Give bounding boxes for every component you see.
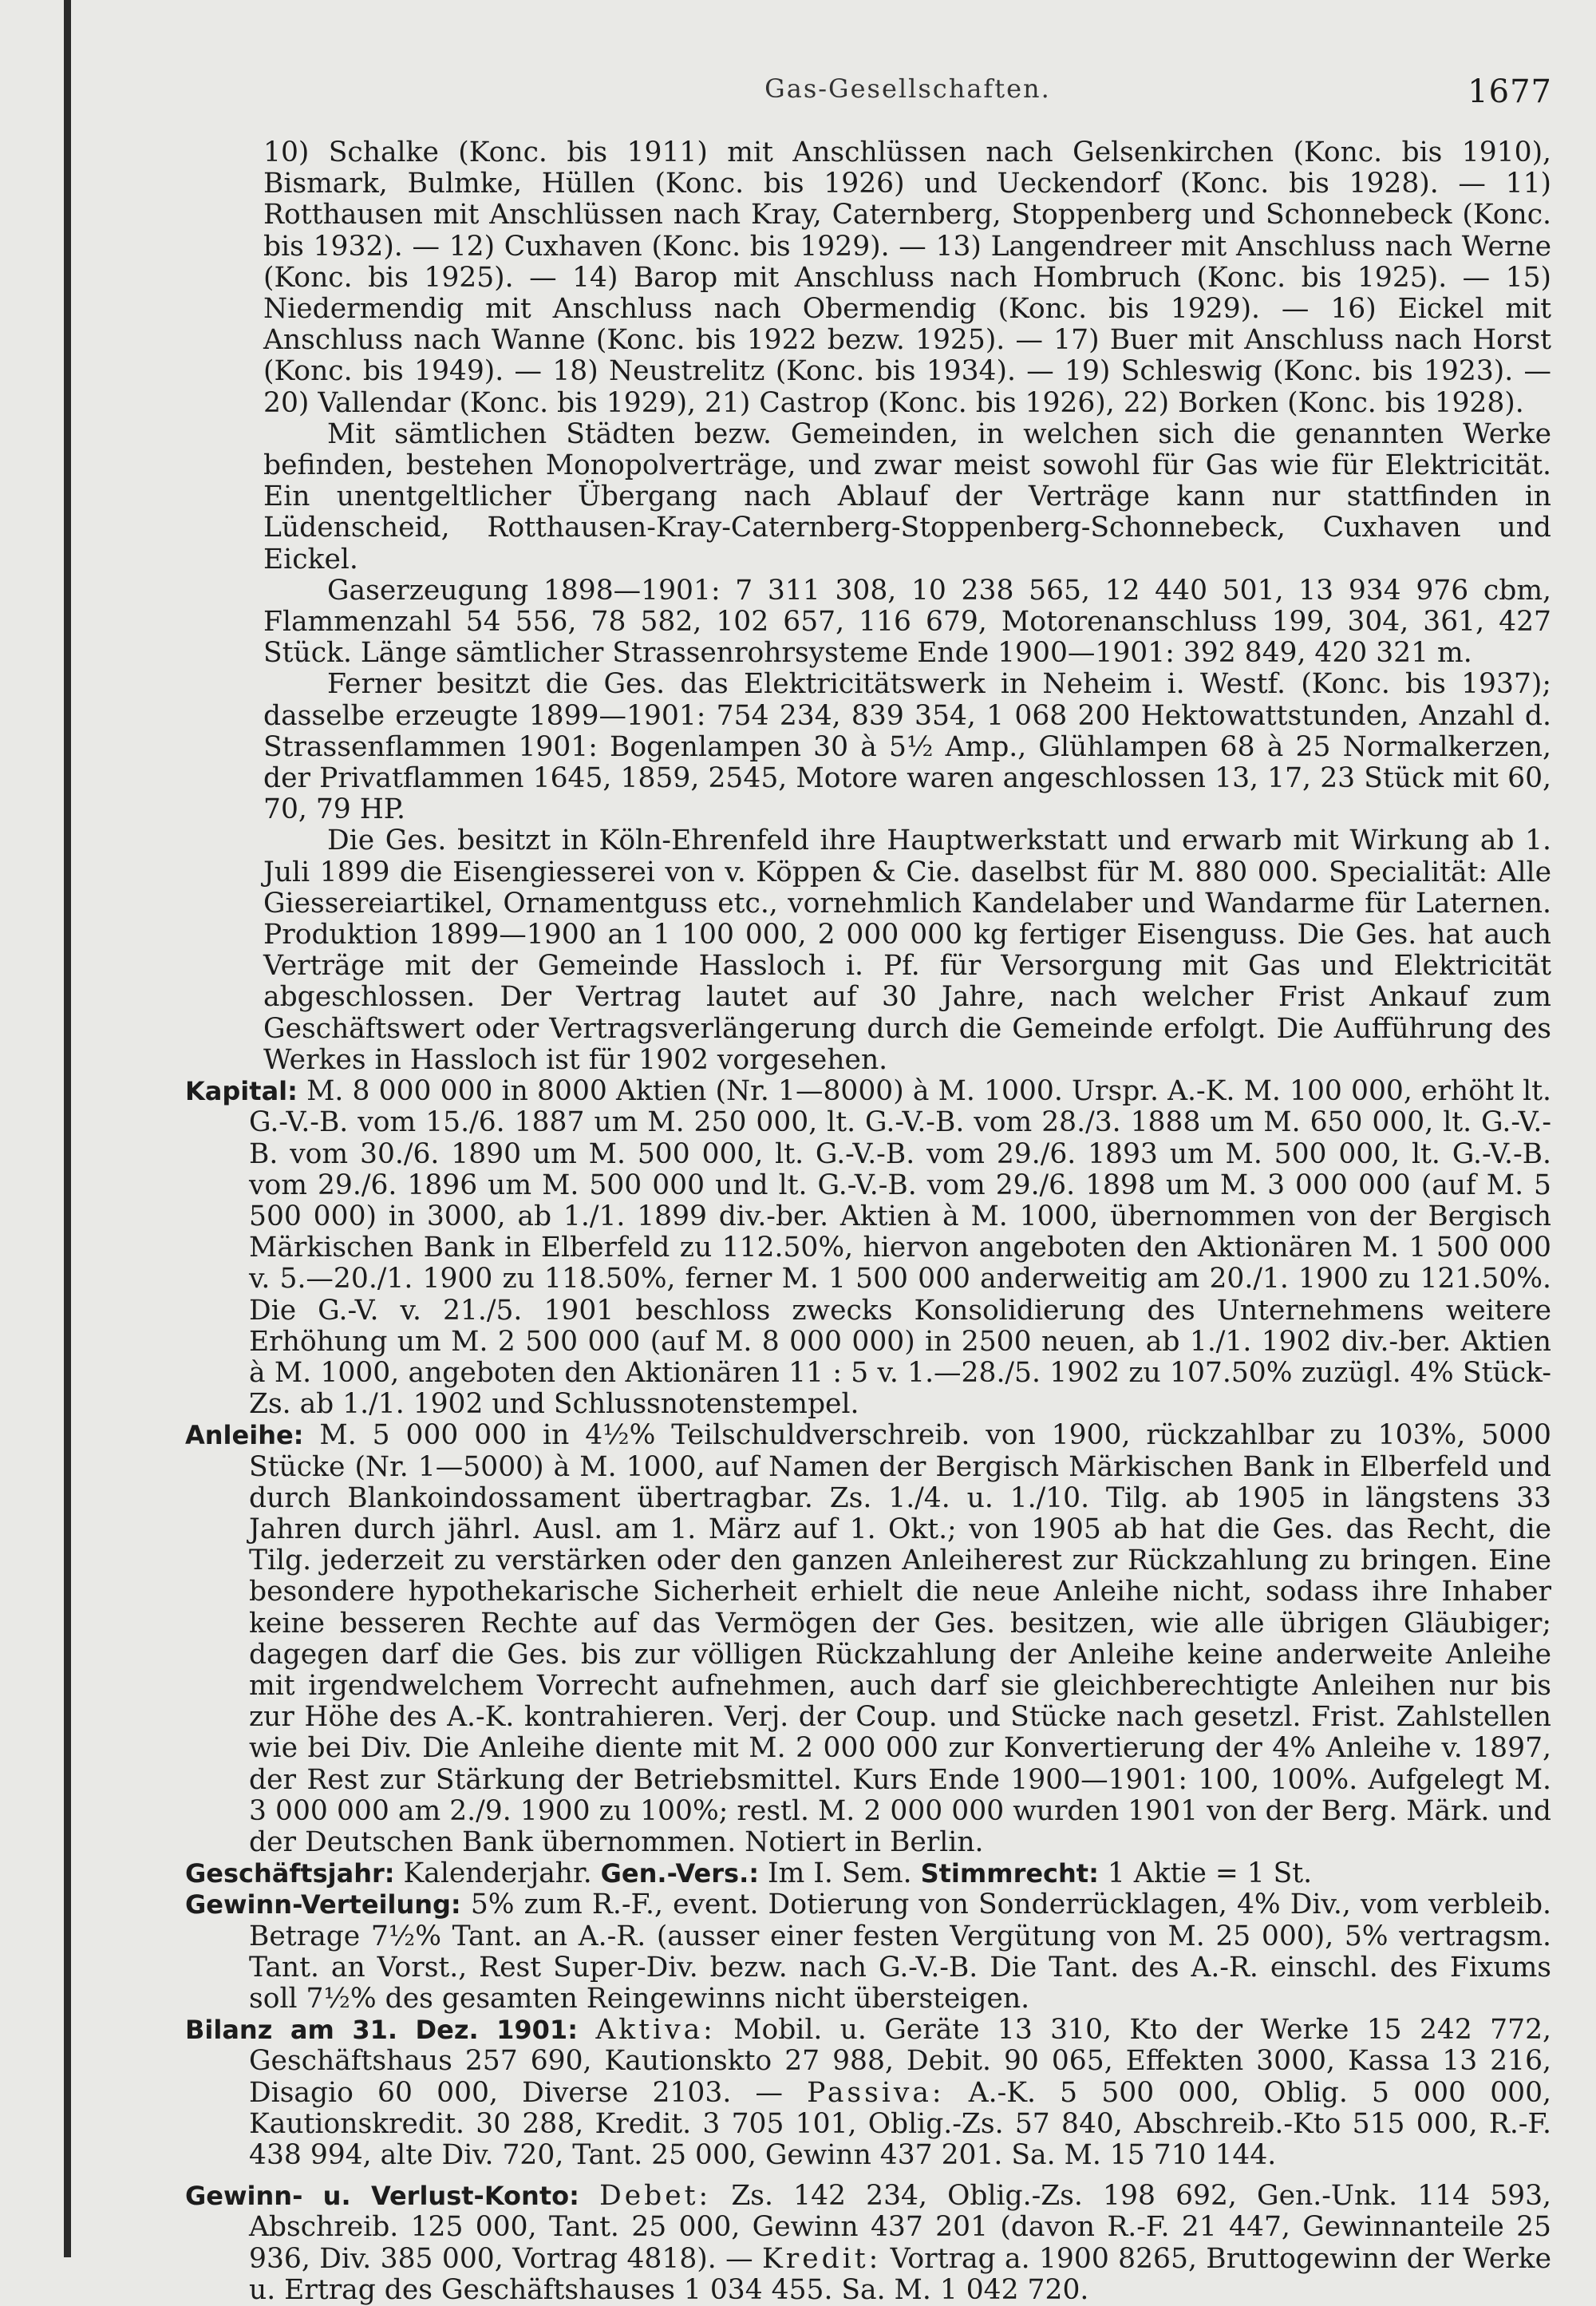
kapital-entry (185, 1076, 1551, 1420)
geschaeftsjahr-entry (185, 1858, 1551, 1889)
hauptwerkstatt-paragraph: Die Ges. besitzt in Köln-Ehrenfeld ihre Hauptwerkstatt und erwarb mit Wirkung ab 1. Juli 1899 die Eisengiesserei von v. Köppen & Cie. daselbst für M. 880 000. Specialität: Alle Giessereiartikel, Ornamentguss etc., vornehmlich Kandelaber und Wandarme für Laternen. Produktion 1899—1900 an 1 100 000, 2 000 000 kg fertiger Eisenguss. Die Ges. hat auch Verträge mit der Gemeinde Hassloch i. Pf. für Versorgung mit Gas und Elektricität abgeschlossen. Der Vertrag lautet auf 30 Jahre, nach welcher Frist Ankauf zum Geschäftswert oder Vertragsverlängerung durch die Gemeinde erfolgt. Die Aufführung des Werkes in Hassloch ist für 1902 vorgesehen. (263, 825, 1551, 1076)
kapital-label: Kapital: (185, 1076, 298, 1107)
gen-vers-text: Im I. Sem. (767, 1857, 912, 1890)
guv-label: Gewinn- u. Verlust-Konto: (185, 2181, 579, 2212)
bilanz-label: Bilanz am 31. Dez. 1901: (185, 2015, 578, 2046)
running-title: Gas-Gesellschaften. (764, 73, 1051, 104)
stimmrecht-text: 1 Aktie = 1 St. (1107, 1857, 1313, 1890)
page-body (185, 137, 1551, 2306)
running-head (263, 73, 1552, 121)
geschaeftsjahr-label: Geschäftsjahr: (185, 1858, 395, 1889)
geschaeftsjahr-text: Kalenderjahr. (403, 1857, 592, 1890)
anleihe-label: Anleihe: (185, 1420, 304, 1451)
page-number: 1677 (1468, 73, 1552, 110)
gewinn-verteilung-entry (185, 1889, 1551, 2015)
aktiva-label: Aktiva: (595, 2014, 716, 2047)
passiva-label: Passiva: (807, 2076, 945, 2109)
passiva-text: A.-K. 5 500 000, Oblig. 5 000 000, Kautionskredit. 30 288, Kredit. 3 705 101, Oblig.-Zs. 57 840, Abschreib.-Kto 515 000, R.-F. 438 994, alte Div. 720, Tant. 25 000, Gewinn 437 201. Sa. M. 15 710 144. (249, 2076, 1552, 2171)
debet-label: Debet: (599, 2180, 712, 2213)
page-binding-edge (64, 0, 71, 2257)
gewinn-verteilung-text: 5% zum R.-F., event. Dotierung von Sonderrücklagen, 4% Div., vom verbleib. Betrage 7½% Tant. an A.-R. (ausser einer festen Vergütung von M. 25 000), 5% vertragsm. Tant. an Vorst., Rest Super-Div. bezw. nach G.-V.-B. Die Tant. des A.-R. einschl. des Fixums soll 7½% des gesamten Reingewinns nicht übersteigen. (249, 1889, 1551, 2015)
guv-entry (185, 2181, 1551, 2306)
anleihe-text: M. 5 000 000 in 4½% Teilschuldverschreib. von 1900, rückzahlbar zu 103%, 5000 Stücke (Nr. 1—5000) à M. 1000, auf Namen der Bergisch Märkischen Bank in Elberfeld und durch Blankoindossament übertragbar. Zs. 1./4. u. 1./10. Tilg. ab 1905 in längstens 33 Jahren durch jährl. Ausl. am 1. März auf 1. Okt.; von 1905 ab hat die Ges. das Recht, die Tilg. jederzeit zu verstärken oder den ganzen Anleiherest zur Rückzahlung zu bringen. Eine besondere hypothekarische Sicherheit erhielt die neue Anleihe nicht, sodass ihre Inhaber keine besseren Rechte auf das Vermögen der Ges. besitzen, wie alle übrigen Gläubiger; dagegen darf die Ges. bis zur völligen Rückzahlung der Anleihe keine anderweite Anleihe mit irgendwelchem Vorrecht aufnehmen, auch darf sie gleichberechtigte Anleihen nur bis zur Höhe des A.-K. kontrahieren. Verj. der Coup. und Stücke nach gesetzl. Frist. Zahlstellen wie bei Div. Die Anleihe diente mit M. 2 000 000 zur Konvertierung der 4% Anleihe v. 1897, der Rest zur Stärkung der Betriebsmittel. Kurs Ende 1900—1901: 100, 100%. Aufgelegt M. 3 000 000 am 2./9. 1900 zu 100%; restl. M. 2 000 000 wurden 1901 von der Berg. Märk. und der Deutschen Bank übernommen. Notiert in Berlin. (249, 1419, 1552, 1858)
debet-text: Zs. 142 234, Oblig.-Zs. 198 692, Gen.-Unk. 114 593, Abschreib. 125 000, Tant. 25 000, Gewinn 437 201 (davon R.-F. 21 447, Gewinnanteile 25 936, Div. 385 000, Vortrag 4818). — (249, 2180, 1552, 2275)
gen-vers-label: Gen.-Vers.: (600, 1858, 760, 1889)
anleihe-entry (185, 1420, 1551, 1858)
kapital-text: M. 8 000 000 in 8000 Aktien (Nr. 1—8000) à M. 1000. Urspr. A.-K. M. 100 000, erhöht lt. G.-V.-B. vom 15./6. 1887 um M. 250 000, lt. G.-V.-B. vom 28./3. 1888 um M. 650 000, lt. G.-V.-B. vom 30./6. 1890 um M. 500 000, lt. G.-V.-B. vom 29./6. 1893 um M. 500 000, lt. G.-V.-B. vom 29./6. 1896 um M. 500 000 und lt. G.-V.-B. vom 29./6. 1898 um M. 3 000 000 (auf M. 5 500 000) in 3000, ab 1./1. 1899 div.-ber. Aktien à M. 1000, übernommen von der Bergisch Märkischen Bank in Elberfeld zu 112.50%, hiervon angeboten den Aktionären M. 1 500 000 v. 5.—20./1. 1900 zu 118.50%, ferner M. 1 500 000 anderweitig am 20./1. 1900 zu 121.50%. Die G.-V. v. 21./5. 1901 beschloss zwecks Konsolidierung des Unternehmens weitere Erhöhung um M. 2 500 000 (auf M. 8 000 000) in 2500 neuen, ab 1./1. 1902 div.-ber. Aktien à M. 1000, angeboten den Aktionären 11 : 5 v. 1.—28./5. 1902 zu 107.50% zuzügl. 4% Stück-Zs. ab 1./1. 1902 und Schlussnotenstempel. (249, 1075, 1551, 1421)
aktiva-text: Mobil. u. Geräte 13 310, Kto der Werke 15 242 772, Geschäftshaus 257 690, Kautionskto 27 988, Debit. 90 065, Effekten 3000, Kassa 13 216, Disagio 60 000, Diverse 2103. — (249, 2014, 1551, 2109)
stimmrecht-label: Stimmrecht: (920, 1858, 1099, 1889)
gewinn-verteilung-label: Gewinn-Verteilung: (185, 1889, 461, 1920)
werke-list-paragraph: 10) Schalke (Konc. bis 1911) mit Anschlüssen nach Gelsenkirchen (Konc. bis 1910), Bismark, Bulmke, Hüllen (Konc. bis 1926) und Ueckendorf (Konc. bis 1928). — 11) Rotthausen mit Anschlüssen nach Kray, Caternberg, Stoppenberg und Schonnebeck (Konc. bis 1932). — 12) Cuxhaven (Konc. bis 1929). — 13) Langendreer mit Anschluss nach Werne (Konc. bis 1925). — 14) Barop mit Anschluss nach Hombruch (Konc. bis 1925). — 15) Niedermendig mit Anschluss nach Obermendig (Konc. bis 1929). — 16) Eickel mit Anschluss nach Wanne (Konc. bis 1922 bezw. 1925). — 17) Buer mit Anschluss nach Horst (Konc. bis 1949). — 18) Neustrelitz (Konc. bis 1934). — 19) Schleswig (Konc. bis 1923). — 20) Vallendar (Konc. bis 1929), 21) Castrop (Konc. bis 1926), 22) Borken (Konc. bis 1928). (263, 136, 1551, 419)
gaserzeugung-paragraph: Gaserzeugung 1898—1901: 7 311 308, 10 238 565, 12 440 501, 13 934 976 cbm, Flammenzahl 54 556, 78 582, 102 657, 116 679, Motorenanschluss 199, 304, 361, 427 Stück. Länge sämtlicher Strassenrohrsysteme Ende 1900—1901: 392 849, 420 321 m. (263, 574, 1551, 670)
kredit-text: Vortrag a. 1900 8265, Bruttogewinn der Werke u. Ertrag des Geschäftshauses 1 034 455. Sa. M. 1 042 720. (249, 2242, 1552, 2306)
monopol-paragraph: Mit sämtlichen Städten bezw. Gemeinden, in welchen sich die genannten Werke befinden, bestehen Monopolverträge, und zwar meist sowohl für Gas wie für Elektricität. Ein unentgeltlicher Übergang nach Ablauf der Verträge kann nur stattfinden in Lüdenscheid, Rotthausen-Kray-Caternberg-Stoppenberg-Schonnebeck, Cuxhaven und Eickel. (263, 417, 1551, 576)
kredit-label: Kredit: (761, 2242, 882, 2275)
bilanz-entry (185, 2015, 1551, 2171)
elektricitaet-paragraph: Ferner besitzt die Ges. das Elektricitätswerk in Neheim i. Westf. (Konc. bis 1937); dasselbe erzeugte 1899—1901: 754 234, 839 354, 1 068 200 Hektowattstunden, Anzahl d. Strassenflammen 1901: Bogenlampen 30 à 5½ Amp., Glühlampen 68 à 25 Normalkerzen, der Privatflammen 1645, 1859, 2545, Motore waren angeschlossen 13, 17, 23 Stück mit 60, 70, 79 HP. (263, 668, 1551, 826)
